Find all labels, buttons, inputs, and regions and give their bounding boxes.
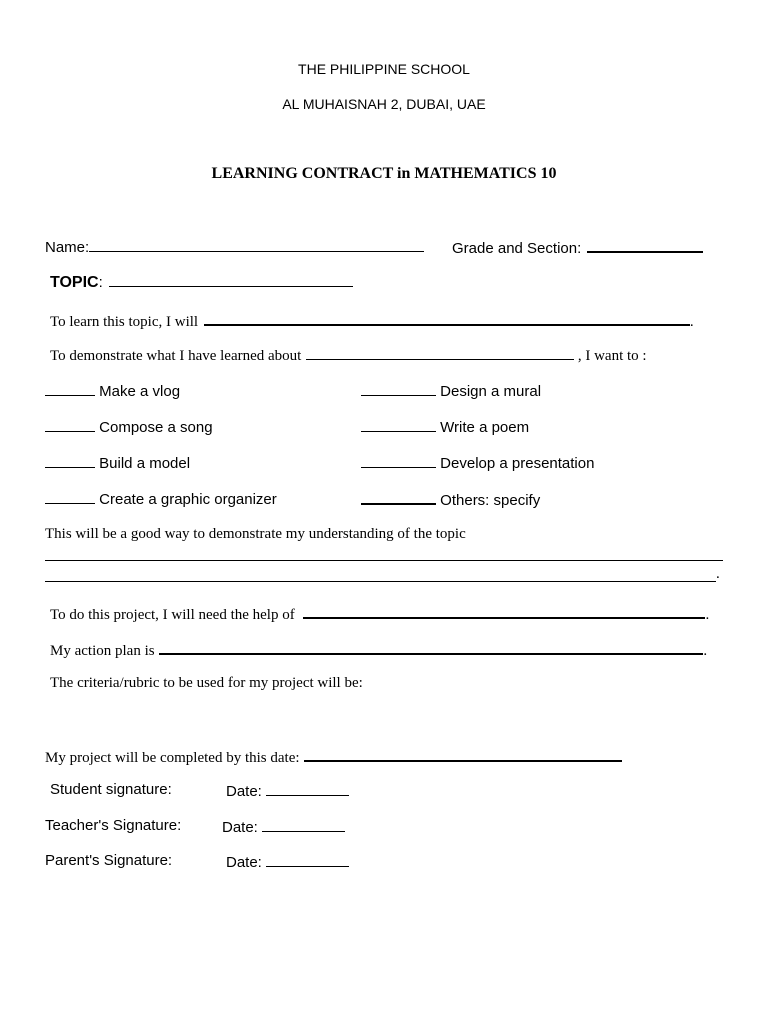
option-vlog (45, 381, 180, 400)
criteria-text: The criteria/rubric to be used for my project will be: (50, 675, 363, 691)
name-field[interactable] (89, 237, 424, 252)
help-field[interactable] (303, 603, 705, 619)
name-label: Name: (45, 239, 90, 256)
date-label: Date: (226, 783, 262, 800)
school-address: AL MUHAISNAH 2, DUBAI, UAE (282, 96, 486, 112)
option-label: Make a vlog (99, 383, 181, 400)
plan-period: . (703, 643, 708, 659)
student-date-field[interactable] (266, 781, 349, 796)
option-others (361, 489, 540, 509)
name-row (45, 237, 424, 256)
option-song (45, 417, 213, 436)
understanding-text: This will be a good way to demonstrate my understanding of the topic (45, 526, 466, 542)
parent-date-row (226, 852, 349, 871)
plan-label: My action plan is (50, 643, 155, 659)
option-poem (361, 417, 529, 436)
option-graphic-organizer (45, 489, 277, 508)
option-label: Others: specify (440, 492, 541, 509)
option-label: Build a model (99, 455, 191, 472)
learn-label: To learn this topic, I will (50, 314, 199, 330)
option-blank[interactable] (361, 417, 436, 432)
page-title: LEARNING CONTRACT in MATHEMATICS 10 (211, 165, 557, 182)
demonstrate-row (50, 345, 647, 365)
option-presentation (361, 453, 594, 472)
date-label: Date: (222, 819, 258, 836)
completion-date-field[interactable] (304, 746, 622, 762)
option-blank[interactable] (45, 453, 95, 468)
school-name: THE PHILIPPINE SCHOOL (298, 61, 470, 77)
completion-label: My project will be completed by this date: (45, 750, 300, 766)
teacher-date-row (222, 817, 345, 836)
plan-row (50, 639, 707, 660)
option-blank[interactable] (45, 417, 95, 432)
option-model (45, 453, 190, 472)
option-blank[interactable] (45, 489, 95, 504)
learn-period: . (689, 314, 694, 330)
option-blank[interactable] (361, 381, 436, 396)
grade-label: Grade and Section: (452, 240, 582, 257)
teacher-signature-label: Teacher's Signature: (45, 817, 182, 834)
learn-row (50, 310, 694, 331)
grade-field[interactable] (587, 237, 703, 253)
demonstrate-label: To demonstrate what I have learned about (50, 348, 302, 364)
option-blank[interactable] (45, 381, 95, 396)
topic-row (50, 272, 353, 292)
teacher-date-field[interactable] (262, 817, 345, 832)
help-period: . (705, 607, 710, 623)
parent-signature-label: Parent's Signature: (45, 852, 173, 869)
option-label: Create a graphic organizer (99, 491, 277, 508)
demonstrate-suffix: , I want to : (577, 348, 647, 364)
topic-label: TOPIC (50, 274, 99, 291)
option-mural (361, 381, 541, 400)
help-label: To do this project, I will need the help of (50, 607, 295, 623)
topic-colon: : (98, 274, 103, 291)
student-date-row (226, 781, 349, 800)
option-label: Develop a presentation (440, 455, 595, 472)
understanding-line-2[interactable] (45, 581, 716, 582)
completion-row (45, 746, 622, 767)
student-signature-label: Student signature: (50, 781, 172, 798)
option-blank[interactable] (361, 489, 436, 505)
demonstrate-topic-field[interactable] (306, 345, 574, 360)
grade-row (452, 237, 703, 257)
option-label: Write a poem (440, 419, 530, 436)
understanding-line-1[interactable] (45, 560, 723, 561)
plan-field[interactable] (159, 639, 703, 655)
date-label: Date: (226, 854, 262, 871)
parent-date-field[interactable] (266, 852, 349, 867)
option-blank[interactable] (361, 453, 436, 468)
help-row (50, 603, 709, 624)
learn-field[interactable] (204, 310, 690, 326)
option-label: Design a mural (440, 383, 542, 400)
topic-field[interactable] (109, 272, 353, 287)
understanding-period: . (716, 566, 720, 582)
option-label: Compose a song (99, 419, 213, 436)
